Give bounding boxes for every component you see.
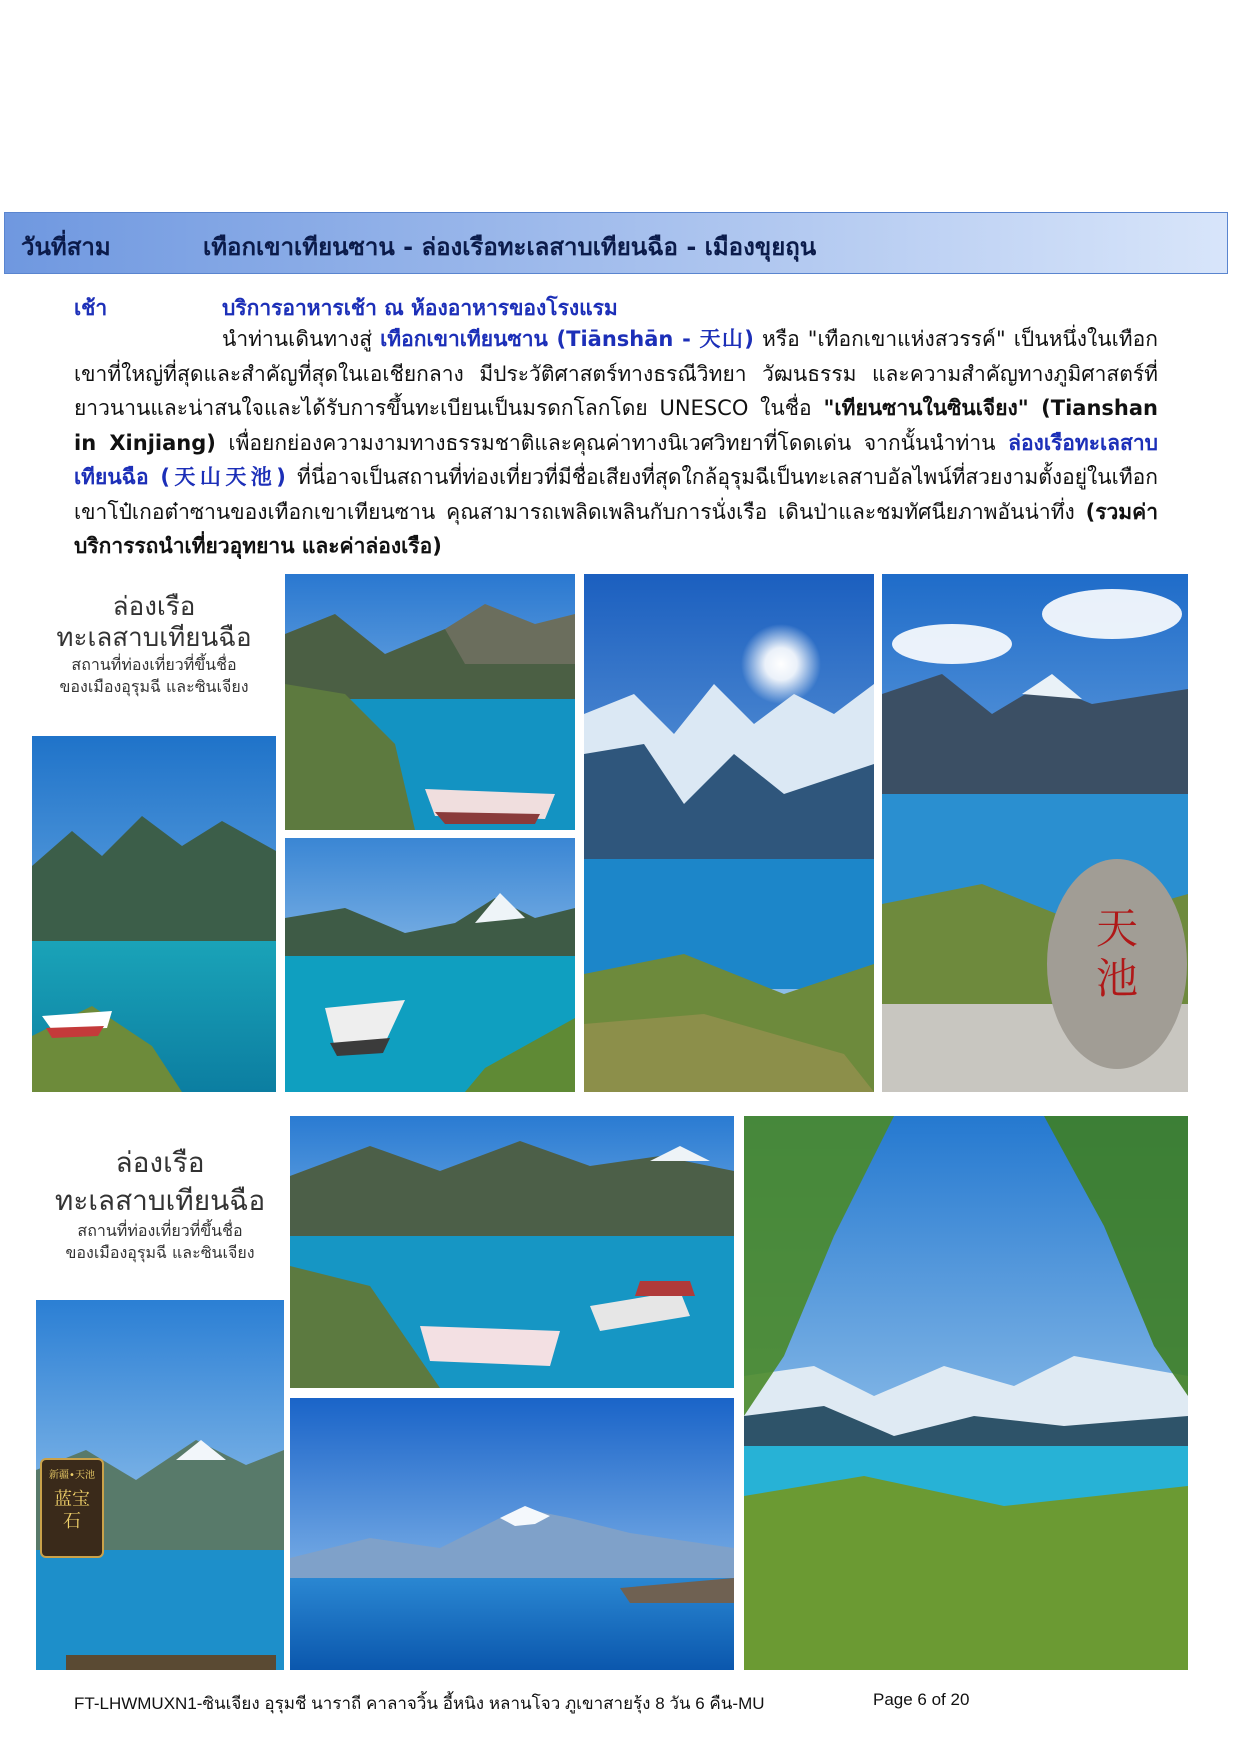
caption-sub-line2: ของเมืองอุรุมฉี และซินเจียง bbox=[59, 677, 249, 696]
footer-page-number: Page 6 of 20 bbox=[873, 1690, 970, 1709]
highlight-unesco-name: "เทียนซานในซินเจียง" (Tianshan in Xinjiang) bbox=[74, 396, 1158, 455]
caption-sub-line1: สถานที่ท่องเที่ยวที่ขึ้นชื่อ bbox=[77, 1221, 243, 1240]
highlight-included-services: (รวมค่าบริการรถนำเที่ยวอุทยาน และค่าล่องเรือ) bbox=[74, 499, 1158, 558]
caption-title-line2: ทะเลสาบเทียนฉือ bbox=[54, 1184, 266, 1217]
lake-photo bbox=[290, 1116, 734, 1388]
highlight-tianchi-cruise: ล่องเรือทะเลสาบเทียนฉือ (天山天池) bbox=[74, 430, 1158, 489]
lake-photo bbox=[36, 1300, 284, 1670]
meal-description: บริการอาหารเช้า ณ ห้องอาหารของโรงแรม bbox=[222, 296, 618, 320]
collage1-caption bbox=[32, 592, 276, 698]
sign-text-top: 新疆•天池 bbox=[49, 1470, 95, 1481]
caption-sub-line2: ของเมืองอุรุมฉี และซินเจียง bbox=[65, 1243, 255, 1262]
highlight-tianshan: เทือกเขาเทียนซาน (Tiānshān - 天山) bbox=[380, 327, 754, 351]
lake-photo bbox=[290, 1398, 734, 1670]
caption-title-line1: ล่องเรือ bbox=[115, 1146, 205, 1179]
lake-photo bbox=[285, 838, 575, 1092]
itinerary-paragraph bbox=[74, 322, 1158, 564]
caption-sub-line1: สถานที่ท่องเที่ยวที่ขึ้นชื่อ bbox=[71, 655, 237, 674]
lake-photo bbox=[584, 574, 874, 1092]
lake-photo bbox=[744, 1116, 1188, 1670]
tianchi-signboard bbox=[40, 1458, 104, 1558]
meal-label: เช้า bbox=[74, 296, 108, 320]
paragraph-text: หรือ "เทือกเขาแห่งสวรรค์" เป็นหนึ่งในเทือกเขาที่ใหญ่ที่สุดและสำคัญที่สุดในเอเชียกลาง มีประวัติศาสตร์ทางธรณีวิทยา วัฒนธรรม และความสำคัญทางภูมิศาสตร์ที่ยาวนานและน่าสนใจและได้รับการขึ้นทะเบียนเป็นมรดกโลกโดย UNESCO ในชื่อ bbox=[74, 327, 1158, 420]
collage2-caption bbox=[36, 1144, 284, 1264]
paragraph-text: นำท่านเดินทางสู่ bbox=[222, 327, 381, 351]
caption-title-line2: ทะเลสาบเทียนฉือ bbox=[56, 623, 252, 653]
day-header-bar bbox=[4, 212, 1228, 274]
stone-inscription: 天池 bbox=[1095, 904, 1138, 1003]
lake-photo bbox=[882, 574, 1188, 1092]
lake-photo bbox=[285, 574, 575, 830]
footer-program-code: FT-LHWMUXN1-ซินเจียง อุรุมชี นาราถี คาลาจวิ้น อี้หนิง หลานโจว ภูเขาสายรุ้ง 8 วัน 6 คืน-MU bbox=[74, 1694, 765, 1713]
caption-title-line1: ล่องเรือ bbox=[112, 592, 196, 622]
paragraph-text: ที่นี่อาจเป็นสถานที่ท่องเที่ยวที่มีชื่อเสียงที่สุดใกล้อุรุมฉีเป็นทะเลสาบอัลไพน์ที่สวยงามตั้งอยู่ในเทือกเขาโป๋เกอต๋าซานของเทือกเขาเทียนซาน คุณสามารถเพลิดเพลินกับการนั่งเรือ เดินป่าและชมทัศนียภาพอันน่าทึ่ง bbox=[74, 465, 1158, 524]
sign-text-main: 蓝宝石 bbox=[54, 1489, 90, 1532]
paragraph-text: เพื่อยกย่องความงามทางธรรมชาติและคุณค่าทางนิเวศวิทยาที่โดดเด่น จากนั้นนำท่าน bbox=[215, 430, 1009, 455]
day-title: เทือกเขาเทียนซาน - ล่องเรือทะเลสาบเทียนฉือ - เมืองขุยถุน bbox=[203, 233, 817, 261]
lake-photo bbox=[32, 736, 276, 1092]
day-label: วันที่สาม bbox=[21, 233, 111, 261]
